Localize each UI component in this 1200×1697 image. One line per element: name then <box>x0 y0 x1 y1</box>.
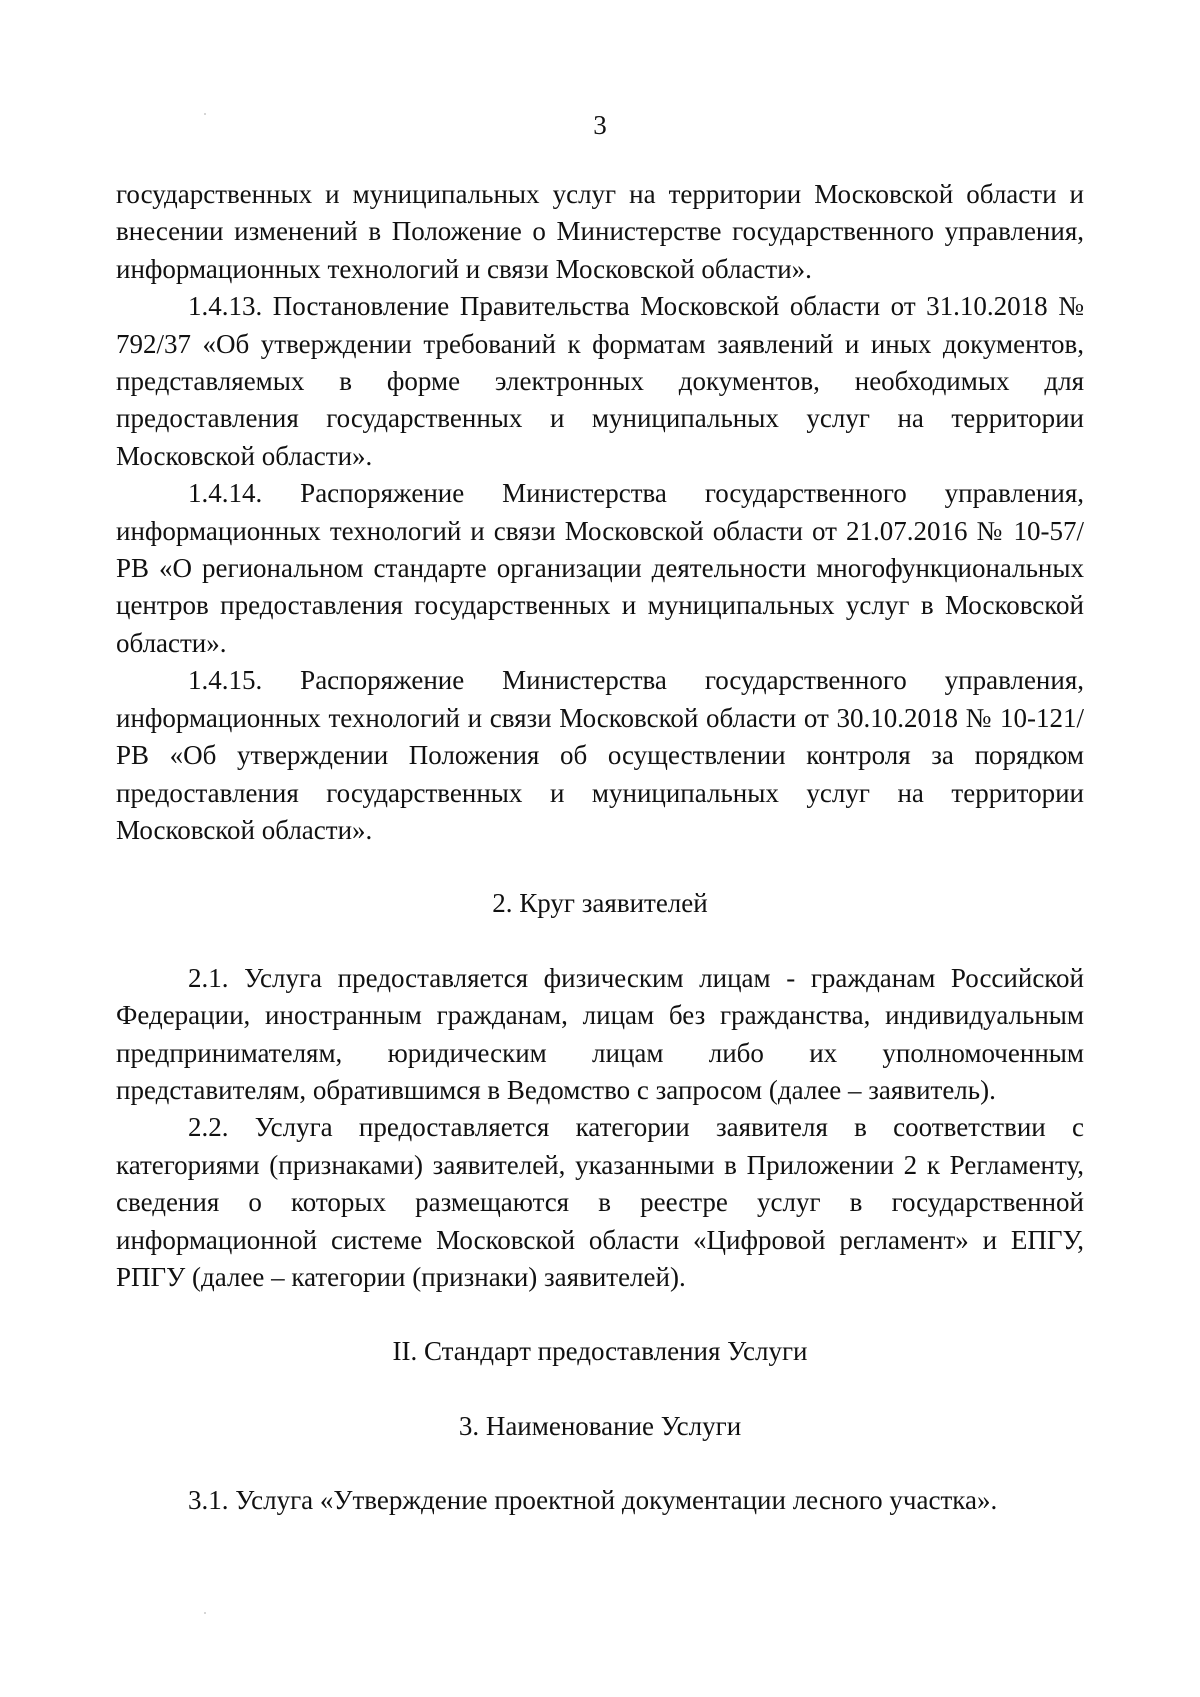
paragraph-3-1: 3.1. Услуга «Утверждение проектной документации лесного участка». <box>188 1485 998 1516</box>
section-heading-service-name: 3. Наименование Услуги <box>458 1410 742 1441</box>
paragraph-1-4-14: 1.4.14. Распоряжение Министерства государственного управления, информационных технологий и связи Московской области от 21.07.2016 № 10-57/РВ «О региональном стандарте организации деятельности многофункциональных центров предоставления государственных и муниципальных услуг в Московской области». <box>116 478 1084 658</box>
paragraph-continuation: государственных и муниципальных услуг на территории Московской области и внесении изменений в Положение о Министерстве государственного управления, информационных технологий и связи Московской области». <box>116 179 1084 284</box>
part-heading-service-standard: II. Стандарт предоставления Услуги <box>392 1336 808 1367</box>
paragraph-1-4-13: 1.4.13. Постановление Правительства Московской области от 31.10.2018 № 792/37 «Об утверждении требований к форматам заявлений и иных документов, представляемых в форме электронных документов, необходимых для предоставления государственных и муниципальных услуг на территории Московской области». <box>116 291 1084 471</box>
paragraph-2-2: 2.2. Услуга предоставляется категории заявителя в соответствии с категориями (признаками) заявителей, указанными в Приложении 2 к Регламенту, сведения о которых размещаются в реестре услуг в государственной информационной системе Московской области «Цифровой регламент» и ЕПГУ, РПГУ (далее – категории (признаки) заявителей). <box>116 1112 1084 1292</box>
document-body <box>116 176 1084 1520</box>
scan-speck <box>204 1612 206 1614</box>
paragraph-1-4-15: 1.4.15. Распоряжение Министерства государственного управления, информационных технологий и связи Московской области от 30.10.2018 № 10-121/РВ «Об утверждении Положения об осуществлении контроля за порядком предоставления государственных и муниципальных услуг на территории Московской области». <box>116 665 1084 845</box>
section-heading-applicants: 2. Круг заявителей <box>492 888 708 919</box>
page-number: 3 <box>593 110 607 140</box>
paragraph-2-1: 2.1. Услуга предоставляется физическим лицам - гражданам Российской Федерации, иностранным гражданам, лицам без гражданства, индивидуальным предпринимателям, юридическим лицам либо их уполномоченным представителям, обратившимся в Ведомство с запросом (далее – заявитель). <box>116 962 1084 1105</box>
